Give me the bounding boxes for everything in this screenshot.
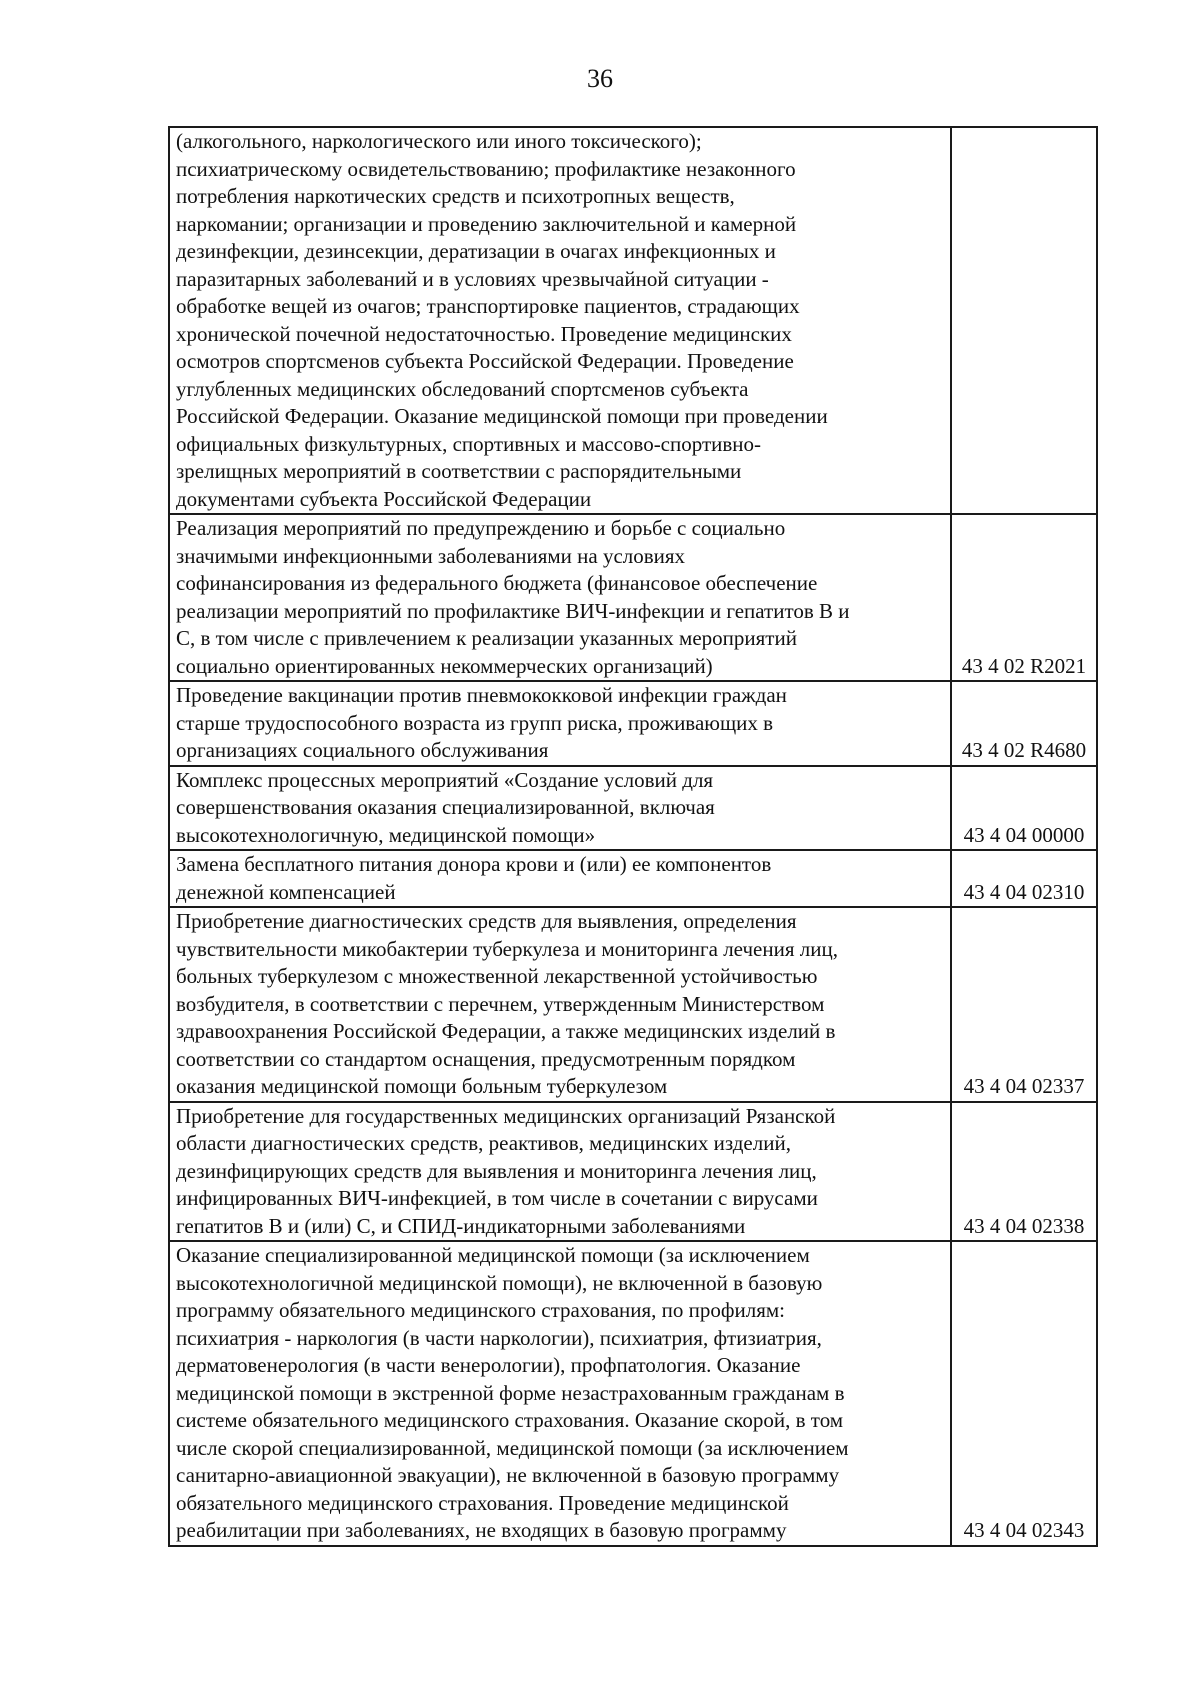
table-row [169,681,1097,766]
table-row [169,907,1097,1102]
table-row [169,1241,1097,1546]
table-row [169,850,1097,907]
row-description: (алкогольного, наркологического или иного токсического); психиатрическому освидетельствованию; профилактике незаконного потребления наркотических средств и психотропных веществ, наркомании; организации и проведению заключительной и камерной дезинфекции, дезинсекции, дератизации в очагах инфекционных и паразитарных заболеваний и в условиях чрезвычайной ситуации - обработке вещей из очагов; транспортировке пациентов, страдающих хронической почечной недостаточностью. Проведение медицинских осмотров спортсменов субъекта Российской Федерации. Проведение углубленных медицинских обследований спортсменов субъекта Российской Федерации. Оказание медицинской помощи при проведении официальных физкультурных, спортивных и массово-спортивно- зрелищных мероприятий в соответствии с распорядительными документами субъекта Российской Федерации [169,127,951,514]
row-code [951,127,1097,514]
row-code: 43 4 04 02343 [951,1241,1097,1546]
page-number: 36 [587,64,613,93]
row-code: 43 4 04 02310 [951,850,1097,907]
row-code: 43 4 02 R2021 [951,514,1097,681]
row-code: 43 4 04 02338 [951,1102,1097,1242]
row-description: Приобретение для государственных медицинских организаций Рязанской области диагностических средств, реактивов, медицинских изделий, дезинфицирующих средств для выявления и мониторинга лечения лиц, инфицированных ВИЧ-инфекцией, в том числе в сочетании с вирусами гепатитов В и (или) С, и СПИД-индикаторными заболеваниями [169,1102,951,1242]
row-description: Проведение вакцинации против пневмококковой инфекции граждан старше трудоспособного возраста из групп риска, проживающих в организациях социального обслуживания [169,681,951,766]
row-description: Приобретение диагностических средств для выявления, определения чувствительности микобактерии туберкулеза и мониторинга лечения лиц, больных туберкулезом с множественной лекарственной устойчивостью возбудителя, в соответствии с перечнем, утвержденным Министерством здравоохранения Российской Федерации, а также медицинских изделий в соответствии со стандартом оснащения, предусмотренным порядком оказания медицинской помощи больным туберкулезом [169,907,951,1102]
row-description: Комплекс процессных мероприятий «Создание условий для совершенствования оказания специализированной, включая высокотехнологичную, медицинской помощи» [169,766,951,851]
budget-classification-table [168,126,1098,1547]
row-code: 43 4 04 00000 [951,766,1097,851]
table-row [169,1102,1097,1242]
table-row [169,127,1097,514]
row-code: 43 4 02 R4680 [951,681,1097,766]
row-description: Оказание специализированной медицинской помощи (за исключением высокотехнологичной медицинской помощи), не включенной в базовую программу обязательного медицинского страхования, по профилям: психиатрия - наркология (в части наркологии), психиатрия, фтизиатрия, дерматовенерология (в части венерологии), профпатология. Оказание медицинской помощи в экстренной форме незастрахованным гражданам в системе обязательного медицинского страхования. Оказание скорой, в том числе скорой специализированной, медицинской помощи (за исключением санитарно-авиационной эвакуации), не включенной в базовую программу обязательного медицинского страхования. Проведение медицинской реабилитации при заболеваниях, не входящих в базовую программу [169,1241,951,1546]
table-row [169,514,1097,681]
row-description: Замена бесплатного питания донора крови и (или) ее компонентов денежной компенсацией [169,850,951,907]
table-row [169,766,1097,851]
row-description: Реализация мероприятий по предупреждению и борьбе с социально значимыми инфекционными заболеваниями на условиях софинансирования из федерального бюджета (финансовое обеспечение реализации мероприятий по профилактике ВИЧ-инфекции и гепатитов В и С, в том числе с привлечением к реализации указанных мероприятий социально ориентированных некоммерческих организаций) [169,514,951,681]
row-code: 43 4 04 02337 [951,907,1097,1102]
